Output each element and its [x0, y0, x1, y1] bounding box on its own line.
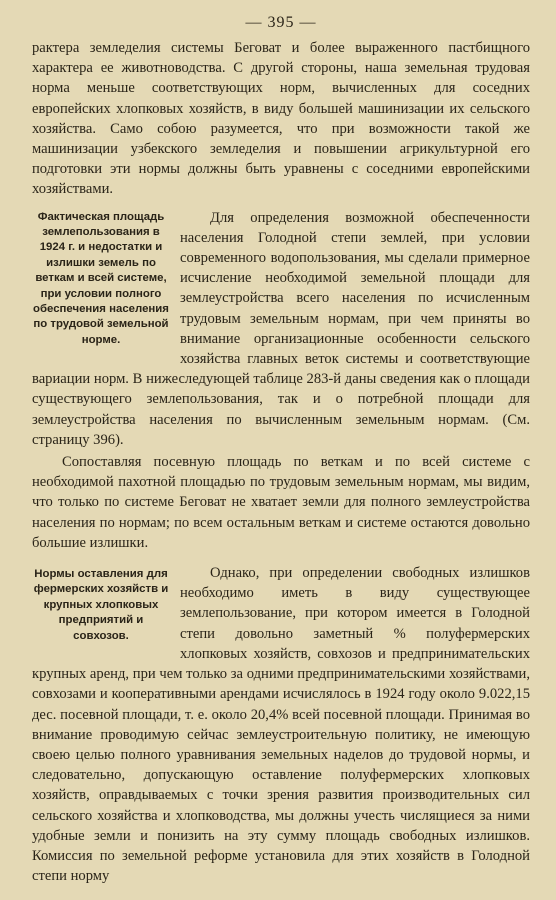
- paragraph-2: Для определения возможной обеспеченности населения Голодной степи землей, при условии современного водопользования, мы сделали примерное исчисление необходимой земельной площади для землеустройства всего населения по исчисленным трудовым земельным нормам, при чем приняты во внимание организационные особенности сельского хозяйства главных веток системы и соответствующие вариации норм. В нижеследующей таблице 283-й даны сведения как о площади существующего землепользования, так и о потребной площади для землеустройства населения по вычисленным земельным нормам. (См. страницу 396).: [32, 209, 530, 448]
- side-note-norms: Нормы оставления для фермерских хозяйств и крупных хлопковых предприятий и совхозов.: [33, 568, 169, 642]
- paragraph-3: Сопоставляя посевную площадь по веткам и по всей системе с необходимой пахотной площадью по трудовым земельным нормам, мы видим, что только по системе Беговат не хватает земли для полного землеустройства населения по нормам; по всем остальным веткам и системе остаются довольно большие излишки.: [32, 454, 530, 551]
- paragraph-1: рактера земледелия системы Беговат и более выраженного пастбищного характера ее животноводства. С другой стороны, наша земельная трудовая норма меньше соответствующих норм, вычисленных для соседних европейских хлопковых хозяйств, в виду большей машинизации их сельского хозяйства. Само собою разумеется, что при возможности такой же машинизации узбекского земледелия и повышении агрикультурной его подготовки эти нормы должны быть уравнены с соседними европейскими хозяйствами.: [32, 40, 530, 198]
- page-number: — 395 —: [245, 14, 317, 31]
- paragraph-4: Однако, при определении свободных излишков необходимо иметь в виду существующее землепользование, при котором имеется в Голодной степи довольно заметный % полуфермерских хлопковых хозяйств, совхозов и предпринимательских крупных аренд, при чем только за одними предпринимательскими хозяйствами, совхозами и кооперативными арендами исчислялось в 1924 году около 9.022,15 дес. посевной площади, т. е. около 20,4% всей посевной площади. Принимая во внимание проводимую сейчас землеустроительную политику, не имеющую своею целью полного уравнивания земельных наделов до трудовой нормы, и следовательно, допускающую оставление полуфермерских хлопковых хозяйств, оправдываемых с точки зрения развития производительных сил сельского хозяйства и хлопководства, мы должны учесть числящиеся за ними удобные земли и понизить на эту сумму площадь свободных излишков. Комиссия по земельной реформе установила для этих хозяйств в Голодной степи норму: [32, 565, 530, 885]
- side-note-land-use: Фактическая площадь землепользования в 1924 г. и недостатки и излишки земель по веткам и всей системе, при условии полного обеспечения населения по трудовой земельной норме.: [33, 210, 169, 346]
